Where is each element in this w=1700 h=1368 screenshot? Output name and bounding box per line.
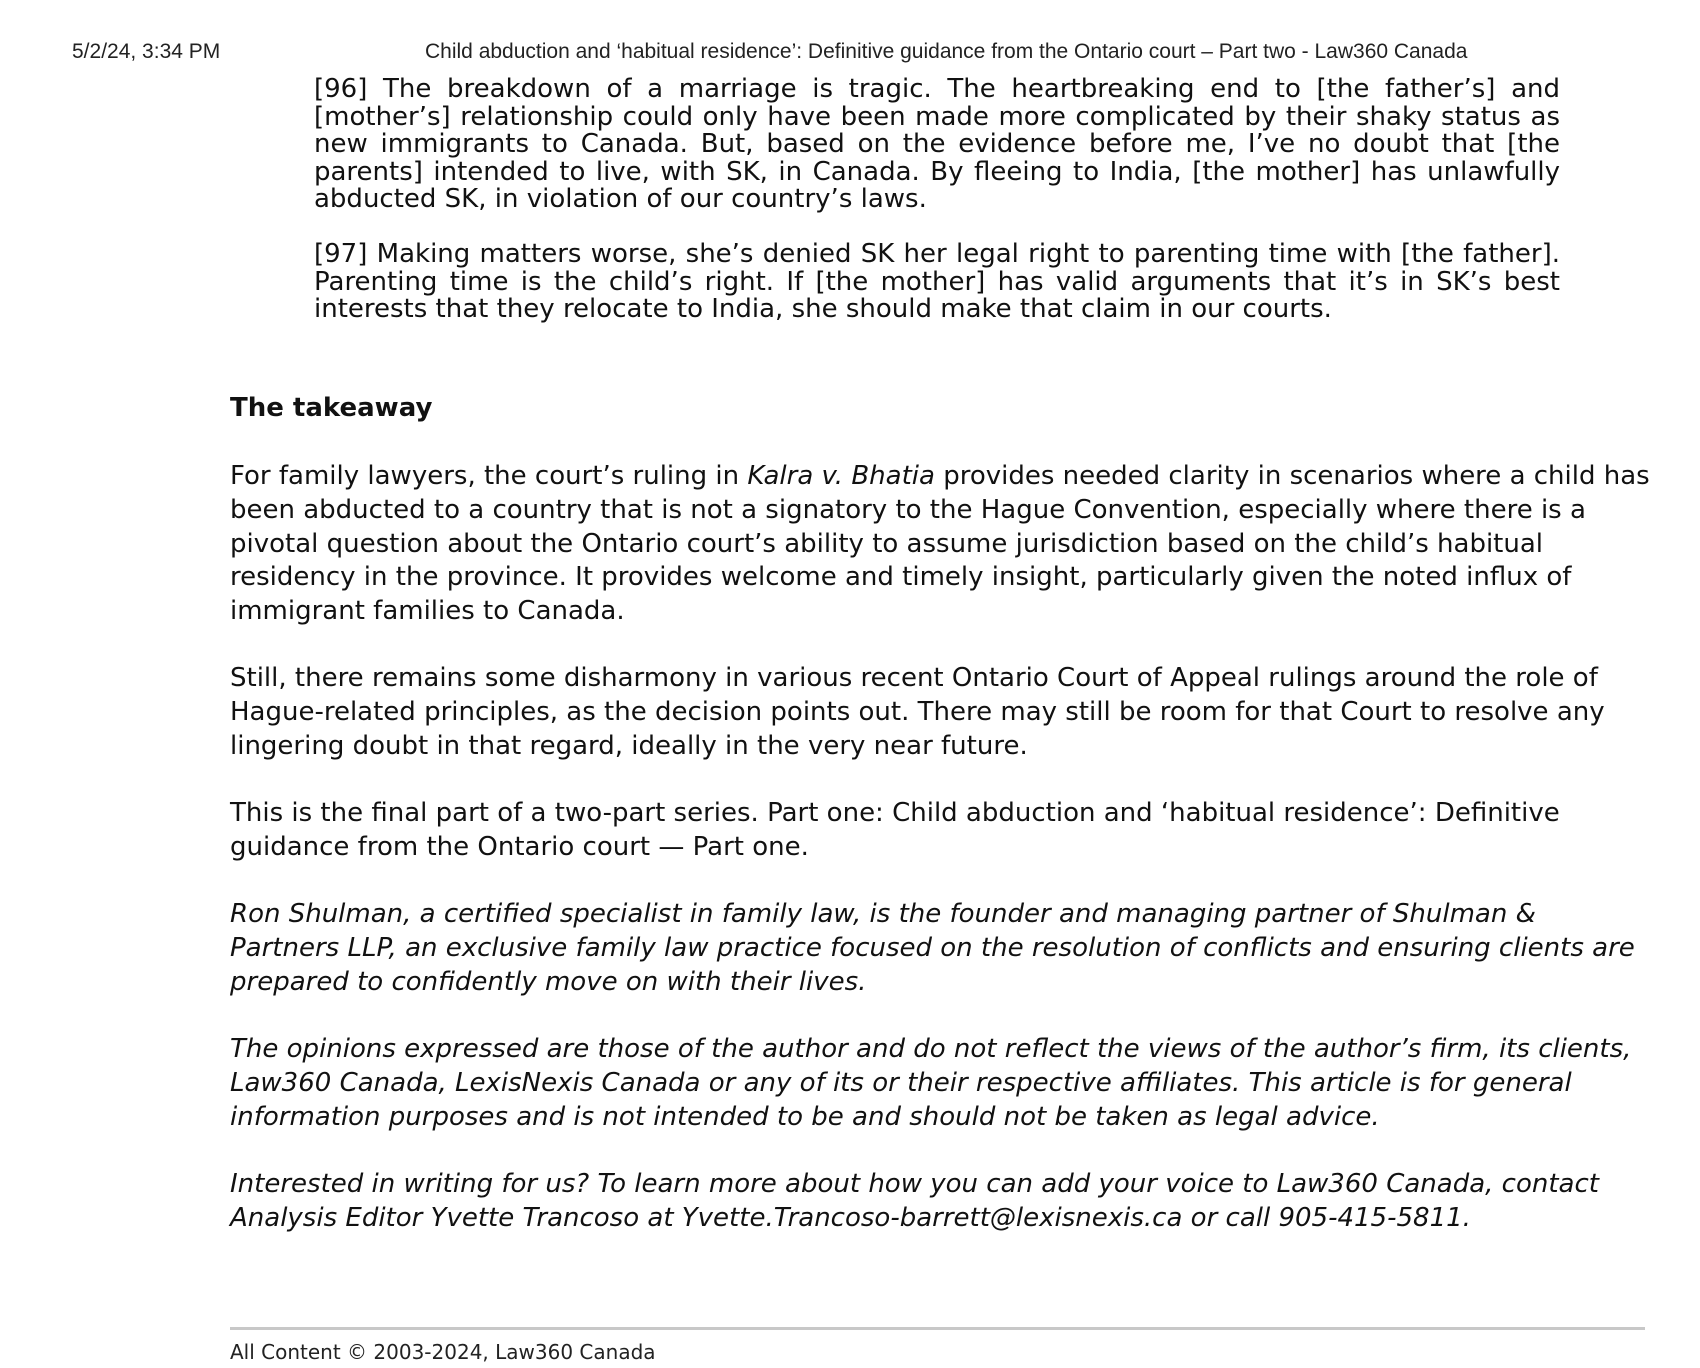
footer-copyright: All Content © 2003-2024, Law360 Canada: [230, 1340, 656, 1364]
footer-divider: [230, 1327, 1645, 1330]
contact-note: Interested in writing for us? To learn more about how you can add your voice to Law360 Canada, contact Analysis Editor Yvette Trancoso at Yvette.Trancoso-barrett@lexisnexis.ca or call 905-415-5811.: [230, 1169, 1599, 1233]
print-header: [0, 40, 1700, 66]
print-datetime: 5/2/24, 3:34 PM: [72, 40, 221, 63]
section-heading: The takeaway: [230, 393, 433, 423]
disharmony-paragraph: Still, there remains some disharmony in various recent Ontario Court of Appeal rulings around the role of Hague-related principles, as the decision points out. There may still be room for that Court to resolve any lingering doubt in that regard, ideally in the very near future.: [230, 663, 1605, 761]
print-page-title: Child abduction and ‘habitual residence’: Definitive guidance from the Ontario court – Part two - Law360 Canada: [425, 40, 1468, 63]
case-name: Kalra v. Bhatia: [747, 461, 935, 491]
quote-paragraph-96: [96] The breakdown of a marriage is tragic. The heartbreaking end to [the father’s] and [mother’s] relationship could only have been made more complicated by their shaky status as new immigrants to Canada. But, based on the evidence before me, I’ve no doubt that [the parents] intended to live, with SK, in Canada. By fleeing to India, [the mother] has unlawfully abducted SK, in violation of our country’s laws.: [314, 74, 1560, 214]
paragraph-text: For family lawyers, the court’s ruling in: [230, 461, 748, 491]
series-note-paragraph: This is the final part of a two-part series. Part one: Child abduction and ‘habitual residence’: Definitive guidance from the Ontario court — Part one.: [230, 798, 1560, 862]
paragraph-text: provides needed clarity in scenarios where a child has been abducted to a country that is not a signatory to the Hague Convention, especially where there is a pivotal question about the Ontario court’s ability to assume jurisdiction based on the child’s habitual residency in the province. It provides welcome and timely insight, particularly given the noted influx of immigrant families to Canada.: [230, 461, 1650, 626]
disclaimer: The opinions expressed are those of the author and do not reflect the views of the author’s firm, its clients, Law360 Canada, LexisNexis Canada or any of its or their respective affiliates. This article is for general information purposes and is not intended to be and should not be taken as legal advice.: [230, 1034, 1632, 1132]
takeaway-paragraph: [230, 460, 1650, 629]
author-bio: Ron Shulman, a certified specialist in family law, is the founder and managing partner of Shulman & Partners LLP, an exclusive family law practice focused on the resolution of conflicts and ensuring clients are prepared to confidently move on with their lives.: [230, 899, 1635, 997]
quote-paragraph-97: [97] Making matters worse, she’s denied SK her legal right to parenting time with [the father]. Parenting time is the child’s right. If [the mother] has valid arguments that it’s in SK’s best interests that they relocate to India, she should make that claim in our courts.: [314, 239, 1560, 324]
